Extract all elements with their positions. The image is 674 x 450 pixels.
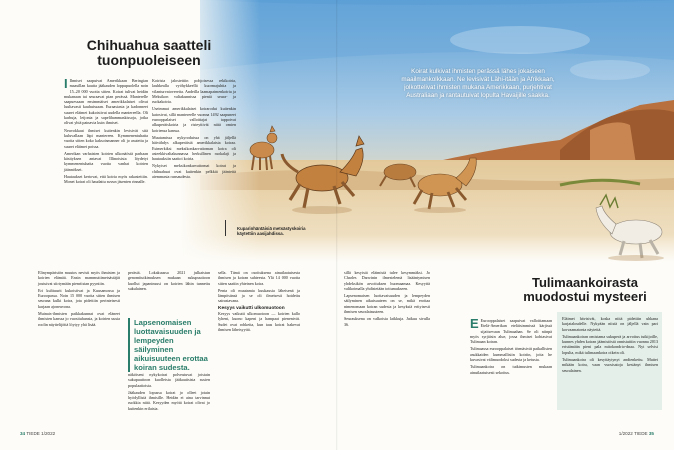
paragraph: Muinais-ihmisten paikkakunnat ovat eläneet ihmisten kanssa jo vuosituhansia, ja koirien uusia roolin näyttelijöitä löytyy yhä lisää. — [38, 311, 120, 327]
paragraph: Tulimaankoira on tutkimusten mukaan ainutlaatuisesti sekoitus. — [470, 364, 552, 375]
paragraph: Elinympäristön muutos nevisti myös ihmisten ja koirien elämää. Ensin mammuttimetsästäjät joutuivat siirtymään pienriistan pyyntiin. — [38, 270, 120, 286]
paragraph: Penta oli muutamia kuukausia läheisenä ja lämpösänsä ja se oli ilmeisesti hoidettu sairastavana. — [218, 287, 300, 304]
paragraph: Amerikan varhaisten koirien ulkonäöstä parhaan käsityksen antavat Illinoisista löydetyt kymmenentuhatta vuotta vanhat koirien jäännökset. — [64, 150, 148, 172]
sidebar-title: Tulimaankoirasta muodostui mysteeri — [523, 275, 647, 304]
pull-quote: Lapsenomaisen luottavaisuuden ja lempeyden säilyminen aikuisuuteen erottaa koiran sudesta. — [128, 318, 210, 372]
paragraph: perästä. Lokakuussa 2021 julkaistun genomitutkimuksen mukaan sukupuuttoon kuollut japaninsusi on koirien lähin tunnettu sukulainen. — [128, 270, 210, 291]
sidebar-column-1 — [470, 318, 552, 377]
paragraph: Tulimaankoiran omistama sukuperä ja arvoitus tutkijoille, kunnes yhden koiran jäämistöstä onnistuttiin vuonna 2013 eristämään pieni pala mitokondrio-dnaa. Nyt selvisi lopulta, mikä tulimaankoira oikein oli. — [562, 333, 658, 355]
paragraph: Tulimaankoira oli kesyttäytynyt andienkettu. Muttei mikään koira, vaan vuosisatoja kestänyt ihmisen seuralainen. — [562, 357, 658, 373]
image-callout-text: Koirat kulkivat ihmisten perässä lähes jokaiseen maailmankolkkaan. Ne levisivät Lähi-itään ja Afrikkaan, jolkottelivat ihmisten mukana Amerikkaan, purjehtivat Australiaan ja rantautuivat lopulta Havaijille saakka. — [401, 68, 555, 99]
page-number-right: 35 — [648, 431, 654, 436]
image-caption: Kuparinhäntäisiä metsästyskoiria käytettiin aasijahdissa. — [237, 226, 306, 237]
paragraph — [470, 318, 552, 344]
paragraph: Eläimet hävisivät, koska niitä pidettiin uhkana karjataloudelle. Nykyään niistä on jäljellä vain pari korvaamatonta näytettä. — [562, 316, 658, 332]
paragraph: sella. Tämä on osoituksena ainutlaatuisesta ihmisen ja koiran suhteesta. Ylä 14 000 vuotta sitten saatiin yhteinen koira. — [218, 270, 300, 286]
issue-left: 1/2022 — [41, 431, 56, 436]
page-number-left: 34 — [20, 431, 26, 436]
paragraph-text: Eurooppalaiset saapuivat valloittamaan Etelä-Amerikan eteläisimmissä kärjissä sijaitsevaan Tulimaahan. Se oli niinpä myös syrjäisin alue, jossa ihmiset kohtasivat Tulimaan koiran. — [470, 318, 552, 345]
text-column-4-bottom — [128, 372, 210, 413]
section-subhead: Kesyys vaikutti ulkomuotoon — [218, 305, 285, 311]
paragraph: Koirista jalostettiin pohjoisessa rekikoiria, lauhkealla vyöhykkeellä kuormajuhtia ja vilanturvatovereita. Andeilla laamapaimenkoiria ja Meksikon valtakunnissa pieniä seura- ja ruokakoiria. — [152, 78, 236, 105]
footer-left — [20, 431, 55, 436]
sidebar-column-2 — [562, 316, 658, 375]
paragraph: Hautaukset kertovat, että koiria myös rakastettiin. Monet koirat oli haudattu suvun jäsenten rinnalle. — [64, 174, 148, 185]
paragraph: Tulimaassa eurooppalaiset törmäsivät paikallisten asukkaiden kummallisiin koiriin, joita he kuvasivat välimuodoksi sudesta ja ketusta. — [470, 346, 552, 363]
paragraph: sillä kesyistä eläimistä tulee kesymmäksi. Jo Charles Darwinin ilmestelemä lisääntymisen yhdeksikön arvoituksen huomaamaa. Kesyyttä valikoimalla yhdistetään tottumukseen. — [344, 270, 430, 291]
caption-pointer — [225, 220, 237, 236]
text-column-5 — [218, 270, 300, 334]
magazine-name-right: TIEDE — [634, 431, 648, 436]
paragraph: Nykyiset meksikonkarvattomat koirat ja chihuahuat ovat kuitenkin pelkkiä jäänteitä aiemmasta runsaudesta. — [152, 163, 236, 180]
magazine-name-left: TIEDE — [26, 431, 40, 436]
paragraph: Muutamissa nykyroduissa on yhä jäljellä häivähdys alkuperäistä amerikkalaista koiraa. Esimerkiksi meksikonkarvattoman koira oli asteekkivaltakunnassa herkullinen ruokalaji ja hautauksiin saattoi koiria. — [152, 134, 236, 162]
paragraph: Lapsenomaisen luottavaisuuden ja lempeyden säilyminen aikuisuuteen on se, mikä erottaa nimenomaan koiran sudesta ja kesyksiä erityisesti ihmisen seuralaisuuteen. — [344, 293, 430, 315]
paragraph-text: Ihmiset saapuivat Amerikkaan Beringian maasillan kautta jääkauden loppupuolella noin 15–20 000 vuotta sitten. Koirat tulivat heidän mukanaan tai seuraavat pian perässä. Manterelle saapuessaan ensimmäiset amerikkalaiset olivat luultavasti kauhuissaan. Euraasiasta ja kadonneet suuret eläimet kukoistivat uudella mantereella. Oli karhuja, leijonia ja sapelihammaskissoja, jotka olivat yhtä painavia kuin ihmiset. — [64, 78, 148, 126]
issue-right: 1/2022 — [618, 431, 633, 436]
page-gutter — [336, 0, 338, 450]
paragraph: Neuvokkaat ihmiset kuitenkin levisivät sitä kuluvallaan läpi mantereen. Kymmenentuhatta vuotta sitten koko kaksoismanner oli jo asutettu ja suuret eläimet poissa. — [64, 127, 148, 149]
footer-right — [619, 431, 654, 436]
text-column-6 — [344, 270, 430, 329]
text-column-1 — [64, 78, 148, 187]
paragraph: Useimmat amerikkalaiset koirarodut kuitenkin katosivat, sillä mantereelle vuonna 1492 saapuneet eurooppalaiset valloittajat tappoivat alkuperäiskoiria ja risteyttivät niitä omien koiriensa kanssa. — [152, 106, 236, 133]
paragraph: näköiseni nykykoirat polveutuvat joistain sukupuuttoon kuolleista jääkautisista susien populaatioista. — [128, 372, 210, 388]
paragraph: Jääkauden lopussa koirat jo olleet jotain hyödyllistä ihmisille. Heidän ei aina tarvinnut ruokkia niitä. Kesyyden myötä koirat olivat jo kuitenkin erilaisia. — [128, 389, 210, 411]
paragraph — [64, 78, 148, 126]
article-title: Chihuahua saatteli tuonpuoleiseen — [86, 37, 212, 68]
drop-cap: I — [64, 76, 68, 91]
paragraph: Kesyys vaikutti ulkomuotoon — koirien kallo lyheni, kuono kapeni ja hampaat pienenivät. Sudet ovat rohkeita, kun taas koirat hakevat ihmisen läheisyyttä. — [218, 311, 300, 332]
text-column-4-top — [128, 270, 210, 293]
text-column-3 — [38, 270, 120, 329]
paragraph: Seurauksena on valkoisia laikkuja. Jatkuu sivulla 36. — [344, 316, 430, 327]
text-column-2 — [152, 78, 236, 181]
paragraph: Eri kulttuurit kukoistivat ja Kuusamossa ja Euroopassa. Noin 15 000 vuotta sitten ihmisen seurana kulki koira, jota pidettiin perinteisesti karjaan ajoneuvona. — [38, 287, 120, 309]
drop-cap: E — [470, 316, 479, 331]
